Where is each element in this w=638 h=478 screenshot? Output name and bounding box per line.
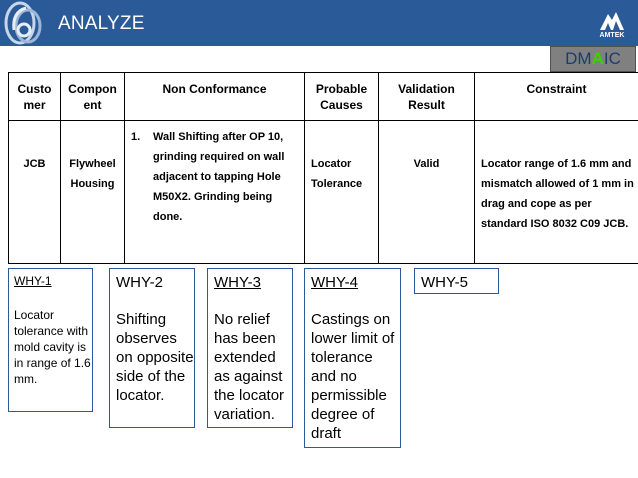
nc-item-number: 1. — [131, 131, 141, 143]
page-title: ANALYZE — [58, 13, 145, 34]
header-validation-result: Validation Result — [379, 73, 475, 121]
why-4-text: Castings on lower limit of tolerance and no permissible degree of draft — [311, 311, 395, 442]
table-header-row — [9, 73, 638, 121]
header-customer: Custo mer — [9, 73, 61, 121]
amtek-logo-text: AMTEK — [599, 32, 625, 39]
six-sigma-logo-icon — [2, 0, 46, 46]
amtek-logo — [592, 6, 632, 42]
amtek-mountain-icon — [592, 6, 632, 32]
why-4-title: WHY-4 — [311, 274, 358, 291]
why-2-box — [109, 268, 195, 428]
why-2-title: WHY-2 — [116, 274, 163, 291]
header-component: Compon ent — [61, 73, 125, 121]
why-3-text: No relief has been extended as against the locator variation. — [214, 311, 285, 423]
nc-item-text: Wall Shifting after OP 10, grinding required on wall adjacent to tapping Hole M50X2. Grinding being done. — [153, 131, 285, 223]
why-3-title: WHY-3 — [214, 274, 261, 291]
why-5-title: WHY-5 — [421, 274, 468, 291]
why-1-text: Locator tolerance with mold cavity is in range of 1.6 mm. — [14, 308, 91, 386]
cell-constraint: Locator range of 1.6 mm and mismatch allowed of 1 mm in drag and cope as per standard ISO 8032 C09 JCB. — [475, 121, 638, 264]
header-probable-causes: Probable Causes — [305, 73, 379, 121]
cell-non-conformance — [125, 121, 305, 264]
dmaic-badge — [550, 46, 636, 72]
cell-validation: Valid — [379, 121, 475, 264]
cell-customer: JCB — [9, 121, 61, 264]
table-row — [9, 121, 638, 264]
header-constraint: Constraint — [475, 73, 638, 121]
why-1-title: WHY-1 — [14, 274, 52, 288]
why-3-box — [207, 268, 293, 428]
nonconformance-table — [8, 72, 638, 264]
why-4-box — [304, 268, 401, 448]
header-bar — [0, 0, 638, 46]
why-5-box — [414, 268, 499, 294]
header-non-conformance: Non Conformance — [125, 73, 305, 121]
cell-probable-cause: Locator Tolerance — [305, 121, 379, 264]
dmaic-dm: DM — [565, 49, 592, 68]
why-2-text: Shifting observes on opposite side of the locator. — [116, 311, 194, 404]
dmaic-a-highlight: A — [591, 49, 604, 68]
dmaic-ic: IC — [603, 49, 621, 68]
cell-component: Flywheel Housing — [61, 121, 125, 264]
why-1-box — [8, 268, 93, 412]
